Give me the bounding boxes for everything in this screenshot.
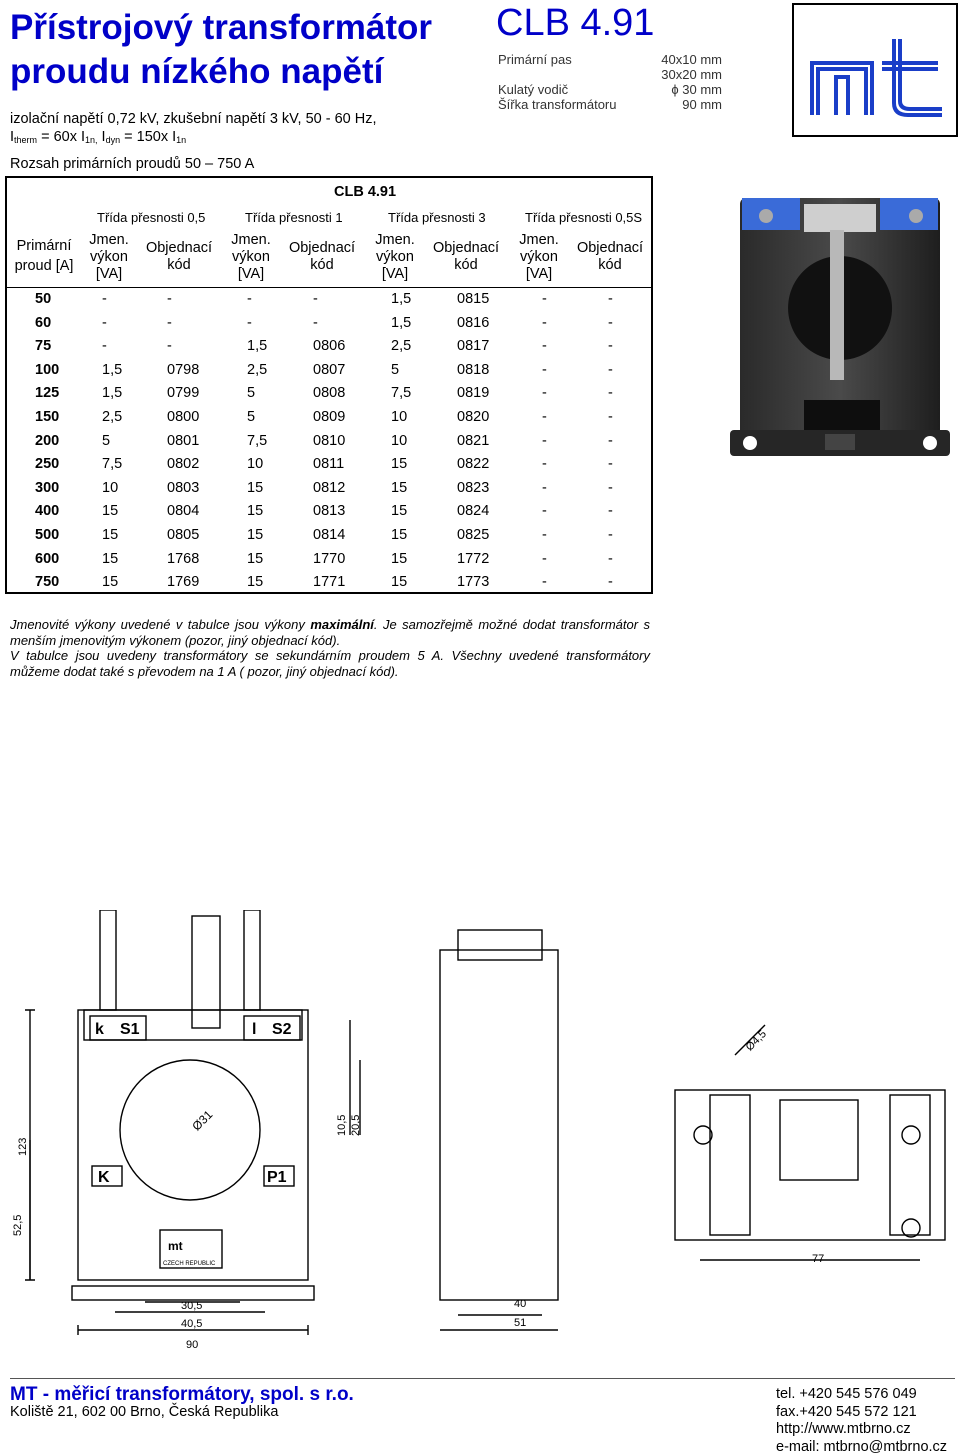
- center-screw: [192, 916, 220, 1028]
- spec-row: [498, 97, 722, 112]
- class-label: Třída přesnosti 1: [245, 210, 343, 225]
- order-code-cell: 0808: [313, 385, 346, 402]
- col-header-power: [223, 232, 279, 283]
- col-header-line: Primární: [16, 238, 72, 254]
- power-cell: 1,5: [102, 385, 123, 402]
- order-code-cell: 0824: [457, 503, 490, 520]
- order-code-cell: 0814: [313, 527, 346, 543]
- order-code-cell: 0799: [167, 385, 200, 402]
- order-code-cell: -: [608, 503, 613, 520]
- power-cell: 1,5: [102, 361, 123, 378]
- power-cell: -: [542, 479, 547, 496]
- drawing-label: 90: [186, 1339, 199, 1351]
- power-cell: -: [542, 527, 547, 543]
- class-label: Třída přesnosti 0,5S: [525, 210, 643, 225]
- spec-value: 40x10 mm: [661, 52, 722, 67]
- spec-row: [498, 67, 722, 82]
- order-code-cell: 0819: [457, 385, 490, 402]
- note-paragraph: [10, 617, 650, 648]
- top-label-plate: [780, 1100, 858, 1180]
- table-row: [7, 335, 651, 359]
- note-emphasis: maximální: [310, 617, 374, 632]
- order-code-cell: 0802: [167, 456, 200, 473]
- order-code-cell: 0818: [457, 361, 490, 378]
- class-label: Třída přesnosti 3: [388, 210, 486, 225]
- mount-hole: [694, 1126, 712, 1144]
- spec-row: [498, 52, 722, 67]
- drawing-label: 51: [514, 1317, 527, 1329]
- order-code-cell: 0811: [313, 456, 345, 473]
- power-cell: 10: [391, 432, 408, 449]
- drawing-label: 77: [812, 1253, 825, 1265]
- power-cell: 10: [391, 409, 408, 425]
- intro-fragment: I: [10, 129, 15, 145]
- table-row: [7, 548, 651, 572]
- footer-divider: [10, 1378, 955, 1379]
- power-cell: 15: [247, 479, 264, 496]
- intro-subscript: therm: [14, 135, 38, 145]
- product-photo: [720, 190, 955, 510]
- intro-line: [10, 128, 377, 149]
- power-cell: 15: [391, 503, 408, 520]
- power-cell: 15: [391, 527, 408, 543]
- note-paragraph: V tabulce jsou uvedeny transformátory se sekundárním proudem 5 A. Všechny uvedené transformátory můžeme dodat také s převodem na 1 A ( pozor, jiný objednací kód).: [10, 648, 650, 679]
- drawing-label: 20,5: [350, 1114, 362, 1136]
- order-code-cell: 0805: [167, 527, 200, 543]
- order-code-cell: 1769: [167, 574, 200, 591]
- company-address: Koliště 21, 602 00 Brno, Česká Republika: [10, 1404, 279, 1420]
- order-code-cell: -: [167, 338, 172, 355]
- order-code-cell: 1770: [313, 550, 346, 567]
- power-cell: -: [102, 291, 107, 307]
- technical-drawing: [0, 910, 960, 1370]
- col-header-code: [427, 240, 505, 274]
- order-code-cell: -: [313, 314, 318, 331]
- order-code-cell: -: [608, 385, 613, 402]
- power-cell: 15: [247, 550, 264, 567]
- spec-value: ϕ 30 mm: [671, 82, 722, 97]
- col-header-line: Jmen.: [231, 232, 271, 248]
- table-row: [7, 453, 651, 477]
- primary-current-cell: 250: [35, 456, 60, 473]
- intro-fragment: = 150x I: [120, 129, 177, 145]
- power-cell: 5: [102, 432, 111, 449]
- primary-current-cell: 300: [35, 479, 60, 496]
- front-base: [72, 1286, 314, 1300]
- power-cell: 15: [247, 527, 264, 543]
- primary-current-cell: 125: [35, 385, 60, 402]
- dimensions-spec: [498, 52, 722, 112]
- col-header-line: výkon: [520, 249, 558, 265]
- power-cell: -: [542, 432, 547, 449]
- power-cell: 15: [391, 456, 408, 473]
- primary-current-cell: 100: [35, 361, 60, 378]
- spec-label: Šířka transformátoru: [498, 97, 617, 112]
- intro-subscript: dyn: [105, 135, 121, 145]
- side-top: [458, 930, 542, 960]
- top-view-outline: [675, 1090, 945, 1240]
- order-code-cell: 1771: [313, 574, 346, 591]
- spec-value: 30x20 mm: [661, 67, 722, 82]
- order-code-cell: 0820: [457, 409, 490, 425]
- col-header-line: [VA]: [381, 266, 409, 282]
- order-code-cell: 0803: [167, 479, 200, 496]
- table-header: [7, 178, 651, 287]
- order-code-cell: -: [313, 291, 318, 307]
- right-post: [244, 910, 260, 1010]
- drawing-label: k: [95, 1021, 104, 1038]
- power-cell: -: [542, 456, 547, 473]
- power-cell: 5: [247, 409, 256, 425]
- order-code-cell: 0822: [457, 456, 490, 473]
- top-right-clip: [890, 1095, 930, 1235]
- power-cell: 10: [247, 456, 264, 473]
- col-header-line: Jmen.: [89, 232, 129, 248]
- intro-line: izolační napětí 0,72 kV, zkušební napětí 3 kV, 50 - 60 Hz,: [10, 111, 377, 127]
- primary-current-cell: 150: [35, 409, 60, 425]
- primary-current-cell: 50: [35, 291, 52, 307]
- order-code-cell: 0801: [167, 432, 200, 449]
- drawing-label: S1: [120, 1021, 140, 1038]
- col-header-power: [81, 232, 137, 283]
- company-name: MT - měřicí transformátory, spol. s r.o.: [10, 1384, 354, 1405]
- note-fragment: . Je samozřejmě možné dodat transformátor s menším jmenovitým výkonem (pozor, jiný objednací kód).: [10, 617, 650, 648]
- power-cell: -: [542, 314, 547, 331]
- dim-line: [440, 1315, 558, 1330]
- primary-current-cell: 600: [35, 550, 60, 567]
- col-header-line: výkon: [232, 249, 270, 265]
- intro-fragment: = 60x I: [37, 129, 86, 145]
- order-code-cell: -: [608, 338, 613, 355]
- power-cell: 5: [247, 385, 256, 402]
- col-header-line: [VA]: [237, 266, 265, 282]
- left-post: [100, 910, 116, 1010]
- col-header-line: Objednací: [576, 240, 644, 256]
- spec-label: Kulatý vodič: [498, 82, 569, 97]
- col-header-line: výkon: [90, 249, 128, 265]
- order-code-cell: -: [608, 479, 613, 496]
- power-cell: -: [102, 338, 107, 355]
- power-cell: -: [542, 409, 547, 425]
- power-cell: 2,5: [247, 361, 268, 378]
- order-code-cell: -: [608, 291, 613, 307]
- spec-label: Primární pas: [498, 52, 572, 67]
- col-header-line: Objednací: [145, 240, 213, 256]
- primary-current-cell: 60: [35, 314, 52, 331]
- order-code-cell: -: [167, 291, 172, 307]
- mount-hole: [902, 1126, 920, 1144]
- order-code-cell: 1768: [167, 550, 200, 567]
- primary-current-cell: 750: [35, 574, 60, 591]
- note-fragment: Jmenovité výkony uvedené v tabulce jsou výkony: [10, 617, 311, 632]
- power-cell: 2,5: [102, 409, 123, 425]
- top-left-clip: [710, 1095, 750, 1235]
- power-cell: 15: [102, 503, 119, 520]
- table-row: [7, 430, 651, 454]
- order-code-cell: 0798: [167, 361, 200, 378]
- col-header-code: [571, 240, 649, 274]
- power-cell: -: [247, 314, 252, 331]
- power-cell: -: [542, 385, 547, 402]
- drawing-label: mt: [168, 1239, 183, 1253]
- order-code-cell: 1772: [457, 550, 490, 567]
- table-row: [7, 524, 651, 548]
- order-code-cell: 0807: [313, 361, 346, 378]
- power-cell: 1,5: [247, 338, 268, 355]
- order-code-cell: 0800: [167, 409, 200, 425]
- col-header-line: kód: [310, 257, 334, 273]
- col-header-line: Objednací: [432, 240, 500, 256]
- drawing-label: 40: [514, 1298, 527, 1310]
- col-header-line: proud [A]: [14, 258, 74, 274]
- notes: [10, 617, 650, 679]
- drawing-label: 123: [17, 1137, 29, 1156]
- order-code-cell: -: [608, 456, 613, 473]
- col-header-power: [367, 232, 423, 283]
- intro-text: [10, 110, 377, 149]
- order-code-cell: 0815: [457, 291, 490, 307]
- contact-fax: fax.+420 545 572 121: [776, 1403, 917, 1420]
- power-cell: 15: [102, 574, 119, 591]
- drawing-label: Ø31: [189, 1107, 216, 1134]
- table-row: [7, 382, 651, 406]
- mt-logo-icon: [794, 5, 956, 135]
- front-outline: [78, 1010, 308, 1280]
- col-header-line: [VA]: [95, 266, 123, 282]
- primary-current-range: Rozsah primárních proudů 50 – 750 A: [10, 156, 255, 172]
- primary-hole: [120, 1060, 260, 1200]
- spec-value: 90 mm: [682, 97, 722, 112]
- col-header-line: kód: [598, 257, 622, 273]
- order-code-cell: 0816: [457, 314, 490, 331]
- power-cell: 15: [391, 574, 408, 591]
- col-header-line: výkon: [376, 249, 414, 265]
- order-code-cell: -: [608, 432, 613, 449]
- order-code-cell: 1773: [457, 574, 490, 591]
- order-code-cell: -: [608, 361, 613, 378]
- table-row: [7, 359, 651, 383]
- power-cell: 15: [102, 527, 119, 543]
- power-cell: 10: [102, 479, 119, 496]
- order-code-cell: 0817: [457, 338, 490, 355]
- power-cell: -: [247, 291, 252, 307]
- col-header-line: Jmen.: [519, 232, 559, 248]
- table-title: CLB 4.91: [334, 184, 397, 200]
- power-cell: 15: [247, 574, 264, 591]
- power-cell: 7,5: [102, 456, 123, 473]
- power-cell: 7,5: [247, 432, 268, 449]
- contact-block: [776, 1386, 947, 1456]
- power-cell: -: [102, 314, 107, 331]
- front-top-band: [84, 1010, 302, 1040]
- table-row: [7, 500, 651, 524]
- drawing-label: 52,5: [12, 1214, 24, 1236]
- power-cell: -: [542, 338, 547, 355]
- col-header-line: [VA]: [525, 266, 553, 282]
- power-cell: -: [542, 361, 547, 378]
- page-title: Přístrojový transformátor proudu nízkého napětí: [10, 8, 433, 91]
- power-cell: -: [542, 503, 547, 520]
- power-cell: -: [542, 550, 547, 567]
- side-outline: [440, 950, 558, 1300]
- order-code-cell: -: [608, 314, 613, 331]
- power-cell: 5: [391, 361, 400, 378]
- order-table: [5, 176, 653, 594]
- primary-current-cell: 75: [35, 338, 52, 355]
- contact-email[interactable]: e-mail: mtbrno@mtbrno.cz: [776, 1438, 948, 1455]
- contact-tel: tel. +420 545 576 049: [776, 1386, 917, 1402]
- power-cell: 1,5: [391, 314, 412, 331]
- order-code-cell: 0813: [313, 503, 346, 520]
- drawing-label: 40,5: [181, 1318, 203, 1330]
- table-row: [7, 288, 651, 312]
- power-cell: -: [542, 291, 547, 307]
- col-header-line: Jmen.: [375, 232, 415, 248]
- class-label: Třída přesnosti 0,5: [97, 210, 206, 225]
- company-logo: [792, 3, 958, 137]
- spec-row: [498, 82, 722, 97]
- power-cell: 15: [391, 479, 408, 496]
- model-number: CLB 4.91: [496, 2, 655, 44]
- col-header-primary: [11, 236, 77, 276]
- order-code-cell: 0823: [457, 479, 490, 496]
- primary-current-cell: 400: [35, 503, 60, 520]
- col-header-power: [511, 232, 567, 283]
- order-code-cell: -: [608, 574, 613, 591]
- power-cell: 1,5: [391, 291, 412, 307]
- order-code-cell: 0804: [167, 503, 200, 520]
- order-code-cell: -: [608, 550, 613, 567]
- power-cell: -: [542, 574, 547, 591]
- power-cell: 2,5: [391, 338, 412, 355]
- drawing-label: 30,5: [181, 1300, 203, 1312]
- power-cell: 15: [391, 550, 408, 567]
- order-code-cell: 0806: [313, 338, 346, 355]
- col-header-code: [141, 240, 217, 274]
- power-cell: 15: [247, 503, 264, 520]
- power-cell: 7,5: [391, 385, 412, 402]
- order-code-cell: 0821: [457, 432, 490, 449]
- intro-subscript: 1n: [176, 135, 187, 145]
- order-code-cell: -: [608, 527, 613, 543]
- primary-current-cell: 500: [35, 527, 60, 543]
- drawing-label: Ø4,5: [743, 1028, 769, 1054]
- col-header-line: Objednací: [288, 240, 356, 256]
- drawing-label: l: [252, 1021, 257, 1038]
- contact-web[interactable]: http://www.mtbrno.cz: [776, 1421, 911, 1437]
- primary-current-cell: 200: [35, 432, 60, 449]
- col-header-code: [283, 240, 361, 274]
- order-code-cell: -: [167, 314, 172, 331]
- power-cell: 15: [102, 550, 119, 567]
- intro-fragment: I: [97, 129, 106, 145]
- col-header-line: kód: [454, 257, 478, 273]
- drawing-label: CZECH REPUBLIC: [163, 1261, 216, 1267]
- order-code-cell: 0825: [457, 527, 490, 543]
- table-row: [7, 312, 651, 336]
- drawing-label: K: [98, 1169, 110, 1186]
- col-header-line: kód: [167, 257, 191, 273]
- intro-subscript: 1n,: [85, 135, 98, 145]
- drawing-label: S2: [272, 1021, 292, 1038]
- order-code-cell: -: [608, 409, 613, 425]
- table-row: [7, 477, 651, 501]
- drawing-label: 10,5: [336, 1114, 348, 1136]
- order-code-cell: 0809: [313, 409, 346, 425]
- drawing-label: P1: [267, 1169, 287, 1186]
- table-row: [7, 571, 651, 595]
- order-code-cell: 0812: [313, 479, 346, 496]
- table-row: [7, 406, 651, 430]
- order-code-cell: 0810: [313, 432, 346, 449]
